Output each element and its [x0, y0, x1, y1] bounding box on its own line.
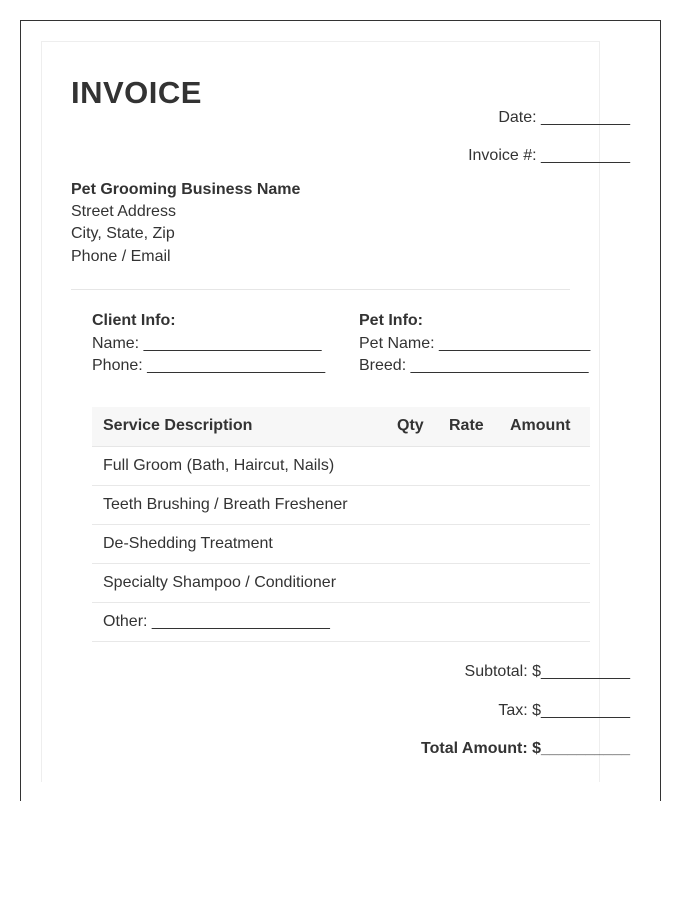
pet-breed-field: Breed: ____________________ [359, 357, 589, 374]
subtotal-field: Subtotal: $__________ [464, 663, 630, 680]
service-description: De-Shedding Treatment [103, 535, 273, 552]
header-description: Service Description [103, 417, 253, 434]
date-field: Date: __________ [498, 109, 630, 126]
header-qty: Qty [397, 417, 424, 434]
service-description: Teeth Brushing / Breath Freshener [103, 496, 348, 513]
pet-name-field: Pet Name: _________________ [359, 335, 591, 352]
table-row [92, 447, 590, 486]
table-row [92, 486, 590, 525]
client-phone-field: Phone: ____________________ [92, 357, 326, 374]
table-row [92, 564, 590, 603]
total-amount-field: Total Amount: $__________ [421, 740, 630, 757]
section-divider [71, 289, 570, 290]
services-table [92, 407, 590, 642]
client-info-heading: Client Info: [92, 312, 176, 329]
table-header [92, 407, 590, 447]
business-street: Street Address [71, 203, 176, 220]
service-description: Full Groom (Bath, Haircut, Nails) [103, 457, 335, 474]
service-description: Specialty Shampoo / Conditioner [103, 574, 337, 591]
invoice-number-field: Invoice #: __________ [468, 147, 630, 164]
header-rate: Rate [449, 417, 484, 434]
business-name: Pet Grooming Business Name [71, 181, 301, 198]
client-name-field: Name: ____________________ [92, 335, 322, 352]
tax-field: Tax: $__________ [498, 702, 630, 719]
service-description: Other: ____________________ [103, 613, 330, 630]
header-amount: Amount [510, 417, 571, 434]
table-row [92, 525, 590, 564]
pet-info-heading: Pet Info: [359, 312, 423, 329]
business-contact: Phone / Email [71, 248, 171, 265]
table-row [92, 603, 590, 642]
business-city-state-zip: City, State, Zip [71, 225, 175, 242]
invoice-title: INVOICE [71, 75, 202, 110]
